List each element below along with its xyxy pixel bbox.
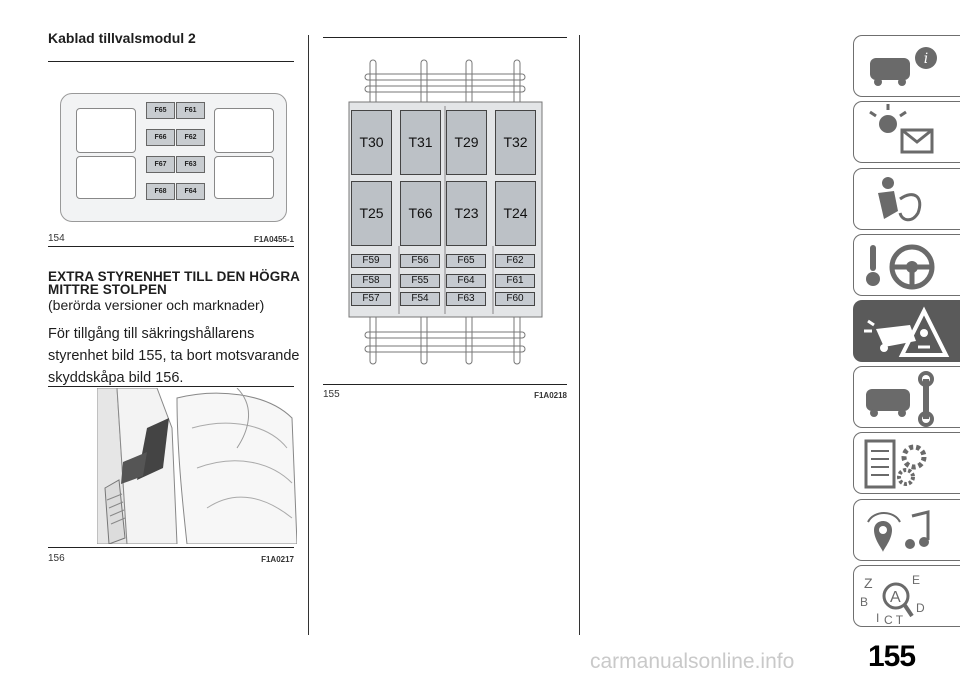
divider	[48, 386, 294, 387]
fuse-label: F60	[495, 292, 535, 306]
tab-technical-data[interactable]	[853, 432, 960, 494]
divider	[48, 246, 294, 247]
fuse-label: F64	[176, 183, 205, 200]
fuse-holder-figure-155	[343, 56, 548, 368]
tab-starting-driving[interactable]	[853, 234, 960, 296]
relay-label: T23	[446, 181, 487, 246]
fuse-label: F61	[495, 274, 535, 288]
figure-code: F1A0218	[534, 391, 567, 400]
tab-index[interactable]	[853, 565, 960, 627]
section-subheading: (berörda versioner och marknader)	[48, 297, 265, 313]
figure-number: 155	[323, 389, 340, 400]
relay-label: T31	[400, 110, 441, 175]
fuse-label: F61	[176, 102, 205, 119]
letters-magnifier-icon	[854, 566, 954, 628]
empty-slot	[76, 156, 136, 199]
relay-label: T24	[495, 181, 536, 246]
watermark: carmanualsonline.info	[590, 650, 795, 673]
column-divider	[579, 35, 580, 635]
section-title: Kablad tillvalsmodul 2	[48, 30, 196, 46]
fuse-label: F65	[146, 102, 175, 119]
seat-airbag-icon	[854, 169, 954, 231]
fuse-label: F59	[351, 254, 391, 268]
fuse-label: F56	[400, 254, 440, 268]
fuse-label: F63	[176, 156, 205, 173]
lamp-envelope-icon	[854, 102, 954, 164]
column-divider	[308, 35, 309, 635]
fuse-label: F54	[400, 292, 440, 306]
svg-text:C T: C T	[884, 613, 904, 627]
figure-number: 154	[48, 233, 65, 244]
key-steering-wheel-icon	[854, 235, 954, 297]
list-gears-icon	[854, 433, 954, 495]
svg-text:Z: Z	[864, 575, 873, 591]
divider	[323, 384, 567, 385]
svg-text:D: D	[916, 601, 925, 615]
empty-slot	[214, 108, 274, 153]
tab-lights[interactable]	[853, 101, 960, 163]
fuse-label: F62	[176, 129, 205, 146]
relay-label: T32	[495, 110, 536, 175]
empty-slot	[76, 108, 136, 153]
svg-text:I: I	[876, 611, 880, 625]
relay-label: T25	[351, 181, 392, 246]
fuse-label: F58	[351, 274, 391, 288]
tab-dashboard[interactable]	[853, 35, 960, 97]
tab-maintenance[interactable]	[853, 366, 960, 428]
tab-multimedia[interactable]	[853, 499, 960, 561]
cover-photo-156	[97, 388, 297, 544]
svg-text:i: i	[923, 51, 929, 67]
fuse-box-figure-154	[60, 93, 287, 222]
car-info-icon	[854, 36, 954, 98]
fuse-label: F68	[146, 183, 175, 200]
figure-code: F1A0217	[261, 555, 294, 564]
tab-emergency[interactable]	[853, 300, 960, 362]
car-warning-icon	[854, 301, 954, 363]
divider	[48, 61, 294, 62]
section-heading: EXTRA STYRENHET TILL DEN HÖGRA MITTRE STOLPEN	[48, 269, 300, 297]
svg-text:E: E	[912, 573, 921, 587]
fuse-label: F65	[446, 254, 486, 268]
car-wrench-icon	[854, 367, 954, 429]
divider	[323, 37, 567, 38]
body-paragraph: För tillgång till säkringshållarens styrenhet bild 155, ta bort motsvarande skyddskåpa bild 156.	[48, 326, 300, 386]
relay-label: T66	[400, 181, 441, 246]
figure-number: 156	[48, 553, 65, 564]
figure-code: F1A0455-1	[253, 235, 294, 244]
fuse-label: F62	[495, 254, 535, 268]
fuse-label: F64	[446, 274, 486, 288]
music-location-icon	[854, 500, 954, 562]
relay-label: T29	[446, 110, 487, 175]
tab-safety[interactable]	[853, 168, 960, 230]
svg-text:A: A	[890, 589, 901, 606]
divider	[48, 547, 294, 548]
fuse-label: F55	[400, 274, 440, 288]
fuse-label: F63	[446, 292, 486, 306]
fuse-label: F57	[351, 292, 391, 306]
svg-text:B: B	[860, 595, 869, 609]
relay-label: T30	[351, 110, 392, 175]
fuse-label: F66	[146, 129, 175, 146]
fuse-label: F67	[146, 156, 175, 173]
page-number: 155	[868, 640, 916, 673]
empty-slot	[214, 156, 274, 199]
